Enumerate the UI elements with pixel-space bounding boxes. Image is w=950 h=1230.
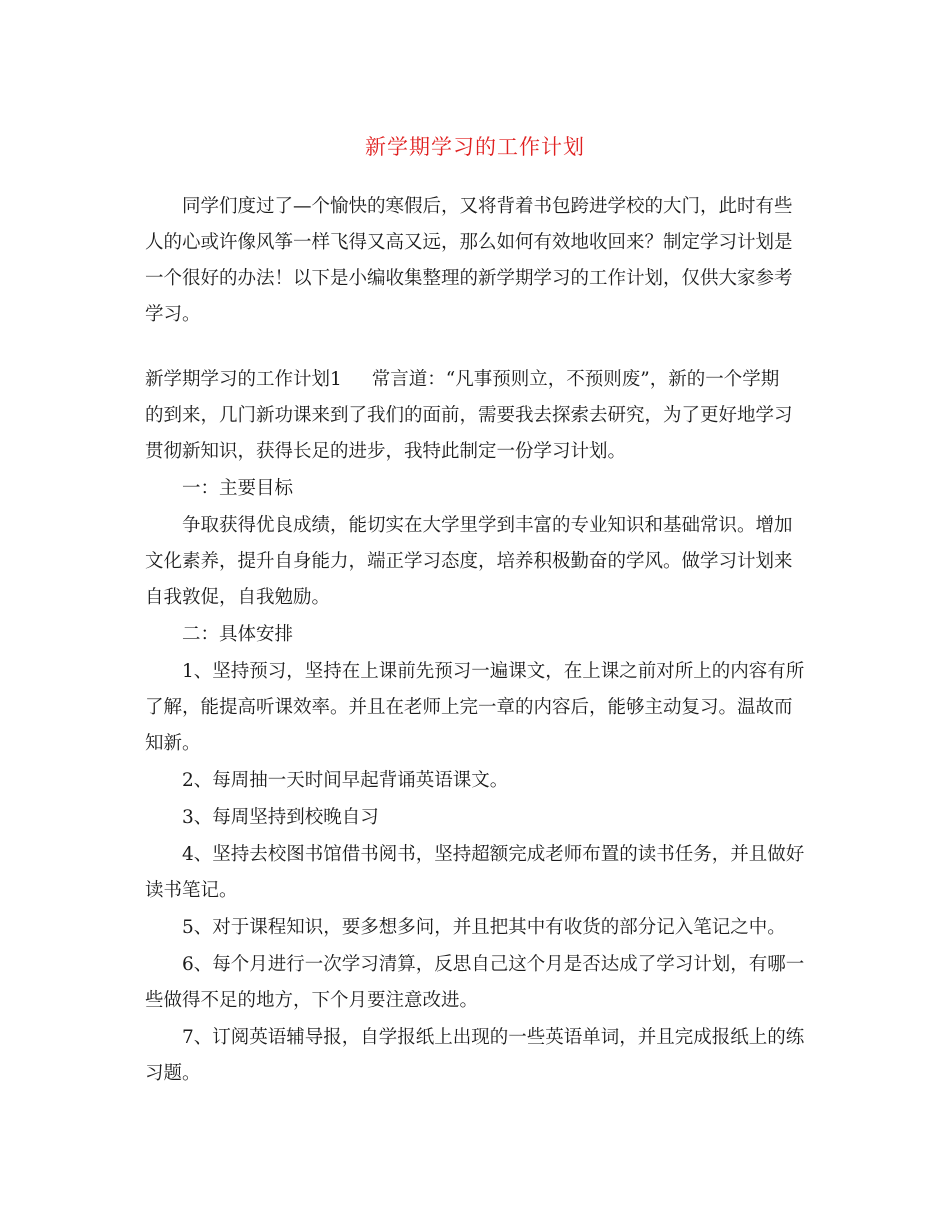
- list-item-line: 1、坚持预习，坚持在上课前先预习一遍课文，在上课之前对所上的内容有所: [182, 661, 805, 682]
- paragraph-line: 贯彻新知识，获得长足的进步，我特此制定一份学习计划。: [145, 441, 627, 462]
- section-heading: 一：主要目标: [182, 478, 294, 499]
- paragraph-line: 自我敦促，自我勉励。: [145, 587, 331, 608]
- list-item-line: 习题。: [145, 1063, 201, 1084]
- list-item-line: 6、每个月进行一次学习清算，反思自己这个月是否达成了学习计划，有哪一: [182, 954, 805, 975]
- list-item-line: 2、每周抽一天时间早起背诵英语课文。: [182, 770, 509, 791]
- paragraph-line: 同学们度过了—个愉快的寒假后，又将背着书包跨进学校的大门，此时有些: [182, 196, 793, 217]
- section-heading: 二：具体安排: [182, 624, 294, 645]
- paragraph-text: 常言道：“凡事预则立，不预则废”，新的一个学期: [371, 369, 780, 390]
- paragraph-line: [145, 368, 779, 392]
- list-item-line: 读书笔记。: [145, 880, 238, 901]
- list-item-line: 了解，能提高听课效率。并且在老师上完一章的内容后，能够主动复习。温故而: [145, 697, 793, 718]
- document-title: 新学期学习的工作计划: [365, 135, 585, 159]
- list-item-line: 3、每周坚持到校晚自习: [182, 807, 379, 828]
- list-item-line: 5、对于课程知识，要多想多问，并且把其中有收货的部分记入笔记之中。: [182, 917, 786, 938]
- paragraph-line: 争取获得优良成绩，能切实在大学里学到丰富的专业知识和基础常识。增加: [182, 515, 793, 536]
- section-heading-plan-1: 新学期学习的工作计划1: [145, 369, 342, 390]
- paragraph-line: 人的心或许像风筝一样飞得又高又远，那么如何有效地收回来？制定学习计划是: [145, 232, 793, 253]
- list-item-line: 知新。: [145, 733, 201, 754]
- paragraph-line: 的到来，几门新功课来到了我们的面前，需要我去探索去研究，为了更好地学习: [145, 405, 793, 426]
- paragraph-line: 学习。: [145, 304, 201, 325]
- paragraph-line: 一个很好的办法！以下是小编收集整理的新学期学习的工作计划，仅供大家参考: [145, 268, 793, 289]
- list-item-line: 些做得不足的地方，下个月要注意改进。: [145, 990, 479, 1011]
- list-item-line: 7、订阅英语辅导报，自学报纸上出现的一些英语单词，并且完成报纸上的练: [182, 1027, 805, 1048]
- list-item-line: 4、坚持去校图书馆借书阅书，坚持超额完成老师布置的读书任务，并且做好: [182, 844, 805, 865]
- paragraph-line: 文化素养，提升自身能力，端正学习态度，培养积极勤奋的学风。做学习计划来: [145, 551, 793, 572]
